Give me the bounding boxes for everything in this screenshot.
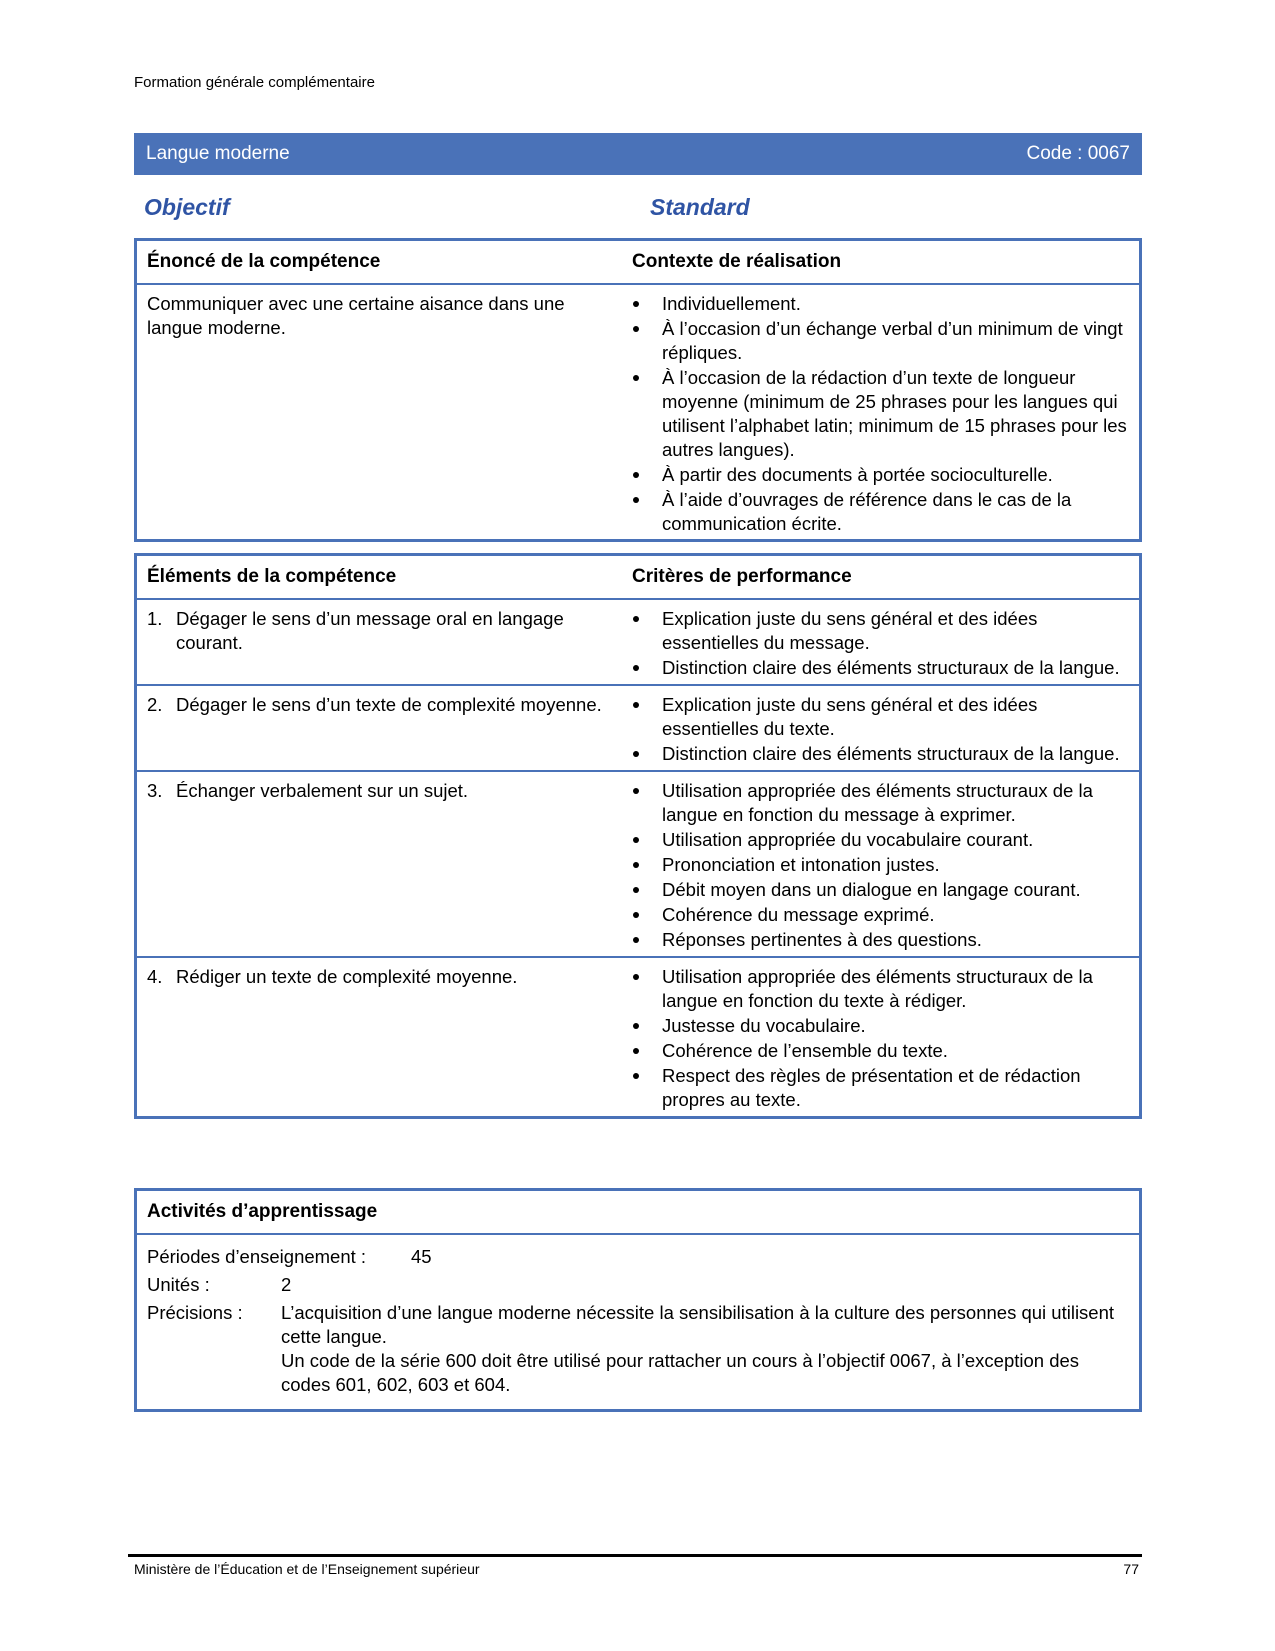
competence-row [137, 285, 1139, 539]
criteria-item: Explication juste du sens général et des idées essentielles du message. [632, 607, 1139, 655]
context-item: À l’aide d’ouvrages de référence dans le cas de la communication écrite. [632, 488, 1139, 536]
context-list [632, 292, 1139, 536]
course-code: Code : 0067 [1026, 143, 1130, 164]
periods-label: Périodes d’enseignement : [147, 1246, 367, 1267]
precisions-line [147, 1301, 1129, 1397]
periods-value: 45 [411, 1246, 432, 1267]
precisions-label: Précisions : [147, 1302, 243, 1323]
competence-statement: Communiquer avec une certaine aisance dans une langue moderne. [147, 293, 565, 338]
criteria-item: Cohérence du message exprimé. [632, 903, 1139, 927]
competence-box-header [137, 241, 1139, 285]
element-row [137, 770, 1139, 956]
activities-box [134, 1188, 1142, 1412]
activities-body [137, 1235, 1139, 1409]
element-number: 1. [147, 608, 163, 629]
criteria-item: Utilisation appropriée des éléments structuraux de la langue en fonction du message à exprimer. [632, 779, 1139, 827]
page-number: 77 [1123, 1561, 1139, 1577]
element-text: Rédiger un texte de complexité moyenne. [176, 966, 518, 987]
element-statement [137, 779, 632, 953]
element-number: 4. [147, 966, 163, 987]
context-header: Contexte de réalisation [632, 251, 842, 272]
standard-heading: Standard [650, 194, 750, 220]
context-item: À partir des documents à portée socioculturelle. [632, 463, 1139, 487]
element-text: Dégager le sens d’un message oral en langage courant. [176, 608, 564, 653]
element-statement [137, 693, 632, 767]
periods-line [147, 1245, 1129, 1269]
element-row [137, 956, 1139, 1116]
element-text: Échanger verbalement sur un sujet. [176, 780, 469, 801]
criteria-list [632, 965, 1139, 1112]
element-number: 2. [147, 694, 163, 715]
statement-header: Énoncé de la compétence [147, 251, 381, 272]
precision-paragraph: Un code de la série 600 doit être utilisé pour rattacher un cours à l’objectif 0067, à l’exception des codes 601, 602, 603 et 604. [281, 1350, 1080, 1395]
criteria-list [632, 607, 1139, 680]
criteria-item: Débit moyen dans un dialogue en langage courant. [632, 878, 1139, 902]
elements-rows [137, 600, 1139, 1116]
context-item: Individuellement. [632, 292, 1139, 316]
criteria-item: Utilisation appropriée des éléments structuraux de la langue en fonction du texte à rédiger. [632, 965, 1139, 1013]
footer-ministry: Ministère de l’Éducation et de l’Enseignement supérieur [134, 1561, 480, 1577]
context-item: À l’occasion d’un échange verbal d’un minimum de vingt répliques. [632, 317, 1139, 365]
elements-header: Éléments de la compétence [147, 566, 397, 587]
competence-box [134, 238, 1142, 542]
precision-paragraph: L’acquisition d’une langue moderne nécessite la sensibilisation à la culture des personnes qui utilisent cette langue. [281, 1302, 1115, 1347]
element-statement [137, 965, 632, 1113]
criteria-item: Respect des règles de présentation et de rédaction propres au texte. [632, 1064, 1139, 1112]
criteria-item: Réponses pertinentes à des questions. [632, 928, 1139, 952]
criteria-list [632, 779, 1139, 952]
context-item: À l’occasion de la rédaction d’un texte de longueur moyenne (minimum de 25 phrases pour les langues qui utilisent l’alphabet latin; minimum de 15 phrases pour les autres langues). [632, 366, 1139, 462]
criteria-item: Utilisation appropriée du vocabulaire courant. [632, 828, 1139, 852]
element-statement [137, 607, 632, 681]
criteria-item: Explication juste du sens général et des idées essentielles du texte. [632, 693, 1139, 741]
element-text: Dégager le sens d’un texte de complexité moyenne. [176, 694, 602, 715]
criteria-item: Justesse du vocabulaire. [632, 1014, 1139, 1038]
running-header: Formation générale complémentaire [134, 74, 375, 91]
elements-box [134, 553, 1142, 1119]
elements-box-header [137, 556, 1139, 600]
activities-box-header [137, 1191, 1139, 1235]
objectif-heading: Objectif [144, 194, 230, 220]
element-row [137, 684, 1139, 770]
criteria-list [632, 693, 1139, 766]
element-number: 3. [147, 780, 163, 801]
course-banner [134, 133, 1142, 175]
precisions-text [281, 1301, 1129, 1397]
units-value: 2 [281, 1274, 292, 1295]
units-label: Unités : [147, 1274, 210, 1295]
criteria-item: Cohérence de l’ensemble du texte. [632, 1039, 1139, 1063]
units-line [147, 1273, 1129, 1297]
course-title: Langue moderne [146, 143, 290, 164]
criteria-item: Distinction claire des éléments structuraux de la langue. [632, 656, 1139, 680]
criteria-item: Prononciation et intonation justes. [632, 853, 1139, 877]
criteria-item: Distinction claire des éléments structuraux de la langue. [632, 742, 1139, 766]
activities-header: Activités d’apprentissage [147, 1201, 378, 1222]
criteria-header: Critères de performance [632, 566, 852, 587]
element-row [137, 600, 1139, 684]
footer-rule [128, 1554, 1142, 1557]
